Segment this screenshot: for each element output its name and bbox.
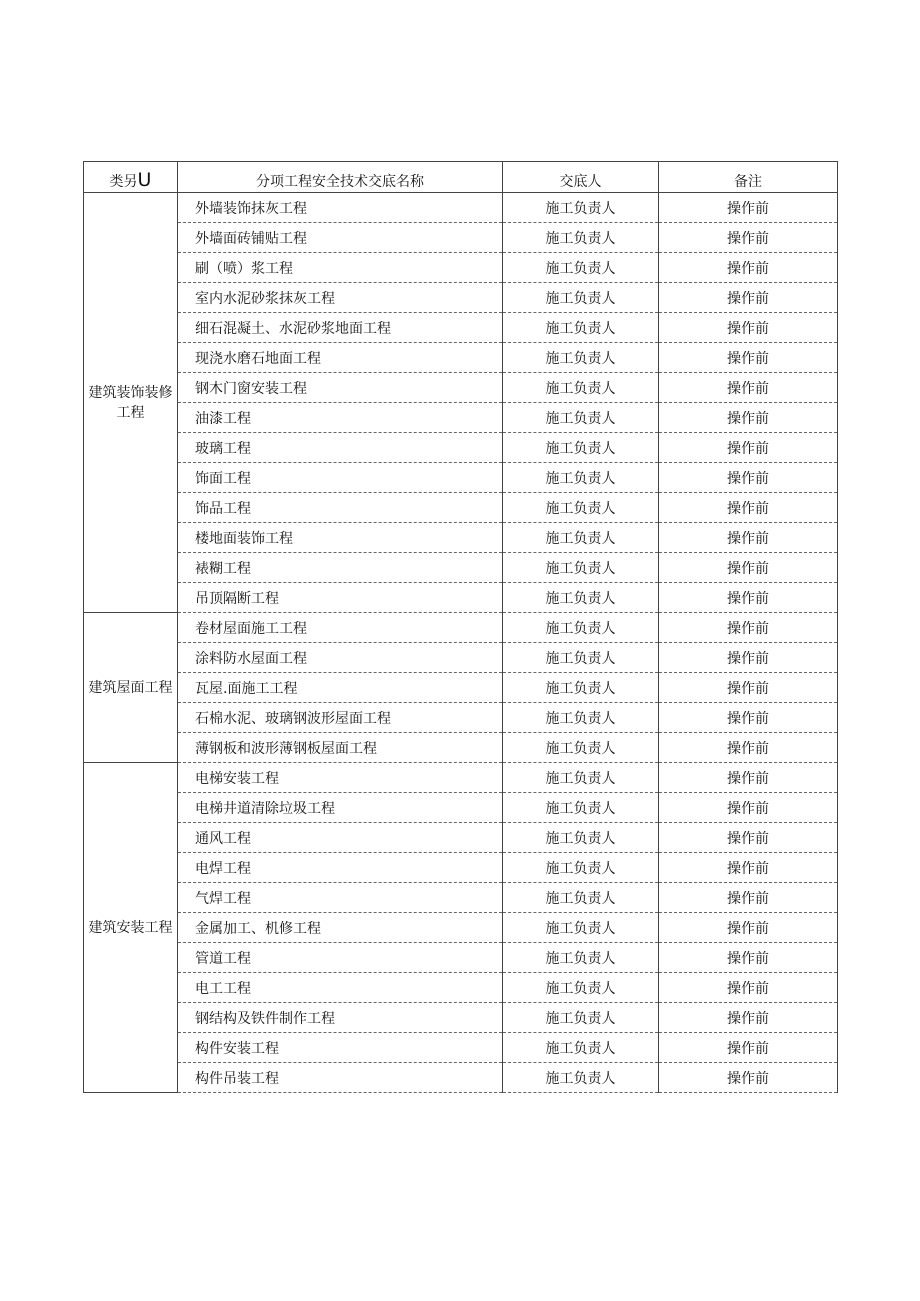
responsible-cell: 施工负责人	[503, 403, 659, 433]
responsible-cell: 施工负责人	[503, 883, 659, 913]
table-row	[84, 973, 838, 1003]
responsible-cell: 施工负责人	[503, 823, 659, 853]
remark-cell: 操作前	[659, 793, 838, 823]
table-body	[84, 193, 838, 1093]
table-row	[84, 523, 838, 553]
table-row	[84, 703, 838, 733]
table-row	[84, 613, 838, 643]
item-name-cell: 构件吊装工程	[178, 1063, 503, 1093]
responsible-cell: 施工负责人	[503, 343, 659, 373]
responsible-cell: 施工负责人	[503, 523, 659, 553]
table-row	[84, 193, 838, 223]
table-row	[84, 433, 838, 463]
responsible-cell: 施工负责人	[503, 463, 659, 493]
remark-cell: 操作前	[659, 673, 838, 703]
safety-briefing-table	[83, 161, 838, 1093]
item-name-cell: 玻璃工程	[178, 433, 503, 463]
table-row	[84, 793, 838, 823]
remark-cell: 操作前	[659, 883, 838, 913]
remark-cell: 操作前	[659, 973, 838, 1003]
header-remark: 备注	[659, 162, 838, 193]
table-row	[84, 583, 838, 613]
remark-cell: 操作前	[659, 853, 838, 883]
remark-cell: 操作前	[659, 613, 838, 643]
item-name-cell: 金属加工、机修工程	[178, 913, 503, 943]
responsible-cell: 施工负责人	[503, 1063, 659, 1093]
responsible-cell: 施工负责人	[503, 283, 659, 313]
table-row	[84, 463, 838, 493]
item-name-cell: 构件安装工程	[178, 1033, 503, 1063]
remark-cell: 操作前	[659, 1003, 838, 1033]
table-row	[84, 643, 838, 673]
table-row	[84, 1003, 838, 1033]
remark-cell: 操作前	[659, 583, 838, 613]
item-name-cell: 外墙面砖铺贴工程	[178, 223, 503, 253]
remark-cell: 操作前	[659, 1063, 838, 1093]
responsible-cell: 施工负责人	[503, 373, 659, 403]
responsible-cell: 施工负责人	[503, 913, 659, 943]
table-row	[84, 283, 838, 313]
remark-cell: 操作前	[659, 403, 838, 433]
responsible-cell: 施工负责人	[503, 223, 659, 253]
item-name-cell: 现浇水磨石地面工程	[178, 343, 503, 373]
header-category: 类另U	[84, 162, 178, 193]
responsible-cell: 施工负责人	[503, 193, 659, 223]
table-row	[84, 943, 838, 973]
item-name-cell: 饰品工程	[178, 493, 503, 523]
item-name-cell: 室内水泥砂浆抹灰工程	[178, 283, 503, 313]
remark-cell: 操作前	[659, 553, 838, 583]
item-name-cell: 电焊工程	[178, 853, 503, 883]
table-row	[84, 343, 838, 373]
responsible-cell: 施工负责人	[503, 583, 659, 613]
item-name-cell: 刷（喷）浆工程	[178, 253, 503, 283]
table-row	[84, 553, 838, 583]
item-name-cell: 钢结构及铁件制作工程	[178, 1003, 503, 1033]
remark-cell: 操作前	[659, 943, 838, 973]
table-row	[84, 823, 838, 853]
remark-cell: 操作前	[659, 493, 838, 523]
responsible-cell: 施工负责人	[503, 643, 659, 673]
remark-cell: 操作前	[659, 373, 838, 403]
table-row	[84, 883, 838, 913]
item-name-cell: 钢木门窗安装工程	[178, 373, 503, 403]
remark-cell: 操作前	[659, 703, 838, 733]
responsible-cell: 施工负责人	[503, 703, 659, 733]
table-row	[84, 1063, 838, 1093]
item-name-cell: 通风工程	[178, 823, 503, 853]
item-name-cell: 气焊工程	[178, 883, 503, 913]
responsible-cell: 施工负责人	[503, 1033, 659, 1063]
responsible-cell: 施工负责人	[503, 433, 659, 463]
item-name-cell: 饰面工程	[178, 463, 503, 493]
remark-cell: 操作前	[659, 313, 838, 343]
item-name-cell: 石棉水泥、玻璃钢波形屋面工程	[178, 703, 503, 733]
responsible-cell: 施工负责人	[503, 943, 659, 973]
table-row	[84, 403, 838, 433]
remark-cell: 操作前	[659, 193, 838, 223]
remark-cell: 操作前	[659, 643, 838, 673]
header-row	[84, 162, 838, 193]
table-row	[84, 313, 838, 343]
item-name-cell: 电梯安装工程	[178, 763, 503, 793]
category-cell: 建筑屋面工程	[84, 613, 178, 763]
table-row	[84, 853, 838, 883]
remark-cell: 操作前	[659, 343, 838, 373]
remark-cell: 操作前	[659, 913, 838, 943]
category-cell: 建筑装饰装修工程	[84, 193, 178, 613]
remark-cell: 操作前	[659, 433, 838, 463]
responsible-cell: 施工负责人	[503, 493, 659, 523]
category-cell: 建筑安装工程	[84, 763, 178, 1093]
remark-cell: 操作前	[659, 253, 838, 283]
responsible-cell: 施工负责人	[503, 853, 659, 883]
remark-cell: 操作前	[659, 283, 838, 313]
item-name-cell: 卷材屋面施工工程	[178, 613, 503, 643]
table-row	[84, 1033, 838, 1063]
responsible-cell: 施工负责人	[503, 253, 659, 283]
remark-cell: 操作前	[659, 223, 838, 253]
item-name-cell: 瓦屋.面施工工程	[178, 673, 503, 703]
item-name-cell: 楼地面装饰工程	[178, 523, 503, 553]
table-row	[84, 763, 838, 793]
item-name-cell: 电梯井道清除垃圾工程	[178, 793, 503, 823]
responsible-cell: 施工负责人	[503, 973, 659, 1003]
header-category-extra: U	[137, 169, 152, 191]
item-name-cell: 细石混凝土、水泥砂浆地面工程	[178, 313, 503, 343]
remark-cell: 操作前	[659, 463, 838, 493]
item-name-cell: 电工工程	[178, 973, 503, 1003]
table-row	[84, 673, 838, 703]
responsible-cell: 施工负责人	[503, 733, 659, 763]
table-row	[84, 493, 838, 523]
table-row	[84, 253, 838, 283]
item-name-cell: 外墙装饰抹灰工程	[178, 193, 503, 223]
header-responsible: 交底人	[503, 162, 659, 193]
responsible-cell: 施工负责人	[503, 313, 659, 343]
table-row	[84, 733, 838, 763]
responsible-cell: 施工负责人	[503, 613, 659, 643]
remark-cell: 操作前	[659, 733, 838, 763]
item-name-cell: 涂料防水屋面工程	[178, 643, 503, 673]
responsible-cell: 施工负责人	[503, 793, 659, 823]
responsible-cell: 施工负责人	[503, 763, 659, 793]
table-row	[84, 373, 838, 403]
table-row	[84, 913, 838, 943]
remark-cell: 操作前	[659, 523, 838, 553]
table-row	[84, 223, 838, 253]
item-name-cell: 油漆工程	[178, 403, 503, 433]
item-name-cell: 管道工程	[178, 943, 503, 973]
remark-cell: 操作前	[659, 823, 838, 853]
header-item-name: 分项工程安全技术交底名称	[178, 162, 503, 193]
item-name-cell: 吊顶隔断工程	[178, 583, 503, 613]
responsible-cell: 施工负责人	[503, 673, 659, 703]
responsible-cell: 施工负责人	[503, 553, 659, 583]
responsible-cell: 施工负责人	[503, 1003, 659, 1033]
remark-cell: 操作前	[659, 1033, 838, 1063]
item-name-cell: 裱糊工程	[178, 553, 503, 583]
remark-cell: 操作前	[659, 763, 838, 793]
item-name-cell: 薄钢板和波形薄钢板屋面工程	[178, 733, 503, 763]
